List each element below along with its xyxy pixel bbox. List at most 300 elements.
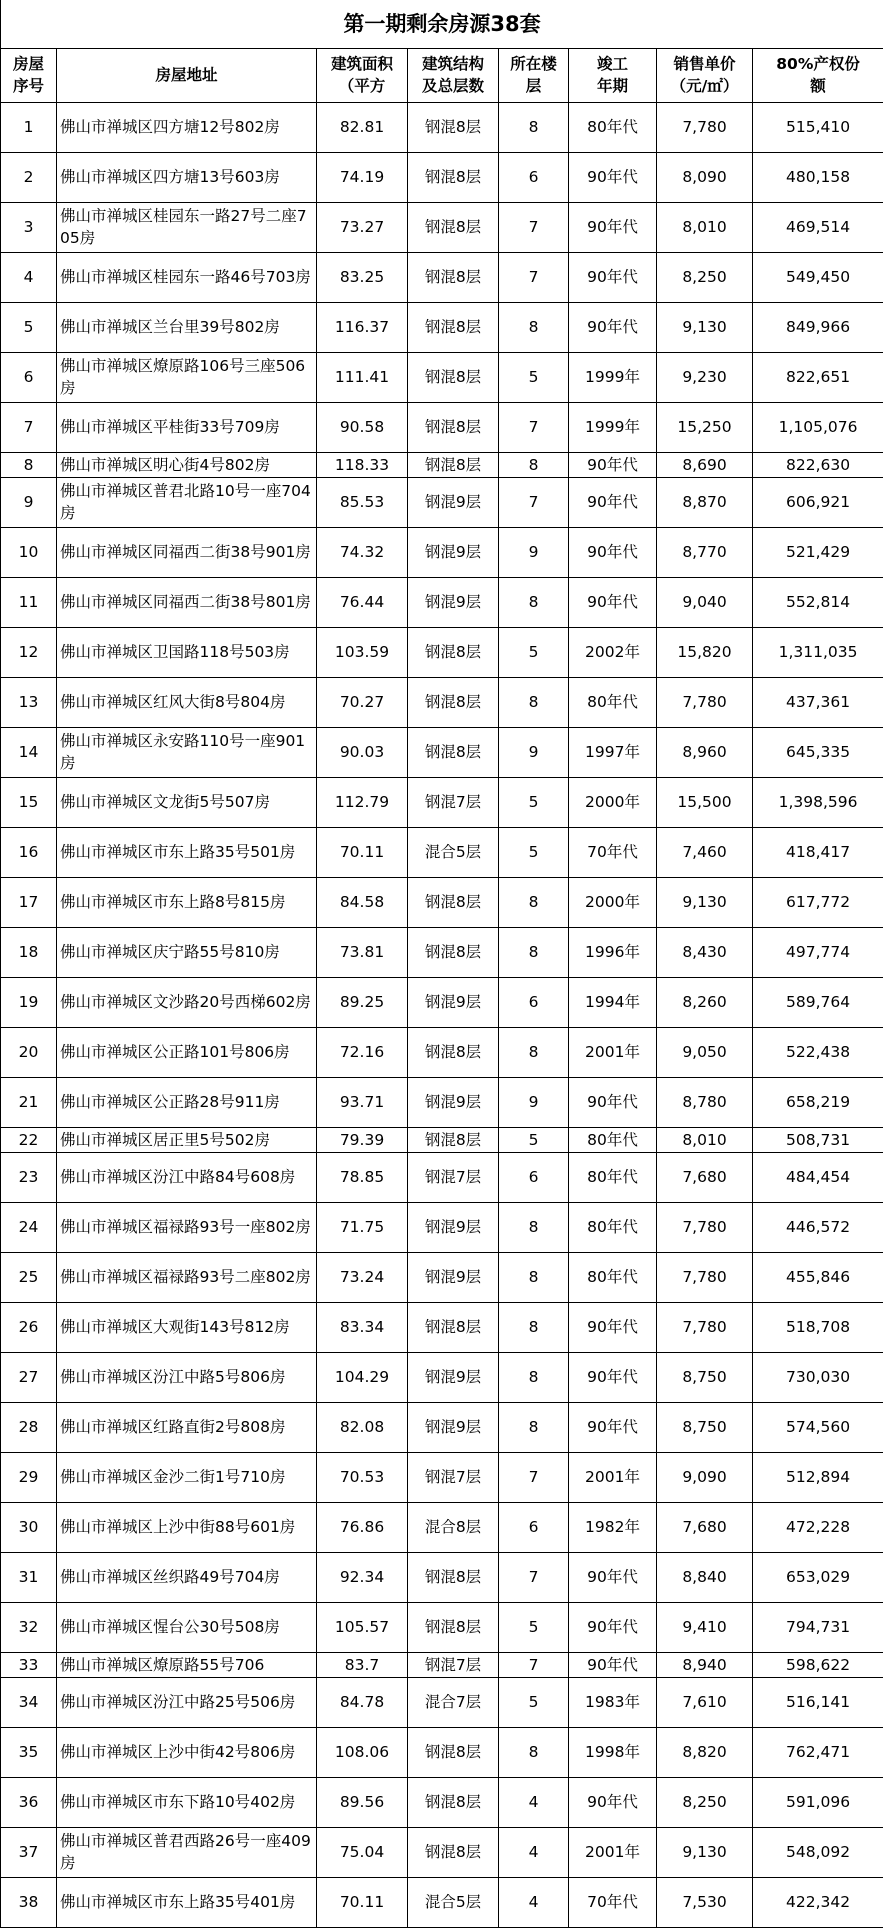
cell-address: 佛山市禅城区福禄路93号一座802房 [57,1202,317,1252]
table-row [1,1352,883,1402]
cell-address: 佛山市禅城区桂园东一路46号703房 [57,252,317,302]
cell-price: 8,010 [657,1127,753,1152]
cell-no: 36 [1,1777,57,1827]
cell-total: 645,335 [753,727,883,777]
cell-floor: 8 [499,1252,569,1302]
table-row [1,1877,883,1927]
cell-area: 70.27 [317,677,408,727]
table-row [1,527,883,577]
cell-price: 15,820 [657,627,753,677]
table-row [1,777,883,827]
cell-price: 7,610 [657,1677,753,1727]
cell-total: 658,219 [753,1077,883,1127]
cell-address: 佛山市禅城区居正里5号502房 [57,1127,317,1152]
cell-total: 606,921 [753,477,883,527]
cell-no: 27 [1,1352,57,1402]
cell-structure: 钢混8层 [408,1552,499,1602]
cell-year: 90年代 [569,1352,657,1402]
table-row [1,1027,883,1077]
cell-floor: 8 [499,1027,569,1077]
cell-structure: 钢混9层 [408,1252,499,1302]
cell-address: 佛山市禅城区市东下路10号402房 [57,1777,317,1827]
cell-price: 8,820 [657,1727,753,1777]
cell-area: 103.59 [317,627,408,677]
table-row [1,1552,883,1602]
cell-address: 佛山市禅城区红风大街8号804房 [57,677,317,727]
cell-area: 85.53 [317,477,408,527]
table-row [1,402,883,452]
cell-floor: 7 [499,252,569,302]
cell-total: 480,158 [753,152,883,202]
cell-year: 1999年 [569,352,657,402]
cell-total: 762,471 [753,1727,883,1777]
cell-address: 佛山市禅城区文沙路20号西梯602房 [57,977,317,1027]
cell-year: 1998年 [569,1727,657,1777]
cell-structure: 钢混8层 [408,302,499,352]
cell-year: 90年代 [569,1652,657,1677]
cell-price: 8,250 [657,252,753,302]
cell-structure: 钢混8层 [408,1302,499,1352]
cell-no: 20 [1,1027,57,1077]
cell-area: 70.11 [317,827,408,877]
table-row [1,1152,883,1202]
cell-total: 822,630 [753,452,883,477]
cell-total: 437,361 [753,677,883,727]
cell-no: 15 [1,777,57,827]
cell-address: 佛山市禅城区惺台公30号508房 [57,1602,317,1652]
cell-year: 90年代 [569,1077,657,1127]
cell-no: 1 [1,102,57,152]
table-row [1,1727,883,1777]
cell-year: 80年代 [569,1202,657,1252]
table-row [1,1502,883,1552]
cell-area: 73.24 [317,1252,408,1302]
header-year: 竣工 年期 [569,48,657,102]
cell-price: 8,250 [657,1777,753,1827]
cell-structure: 钢混8层 [408,252,499,302]
cell-floor: 8 [499,677,569,727]
cell-structure: 钢混7层 [408,777,499,827]
cell-structure: 钢混9层 [408,477,499,527]
cell-address: 佛山市禅城区汾江中路25号506房 [57,1677,317,1727]
cell-year: 2002年 [569,627,657,677]
cell-floor: 5 [499,777,569,827]
cell-area: 82.81 [317,102,408,152]
table-title: 第一期剩余房源38套 [1,0,883,48]
table-row [1,977,883,1027]
cell-year: 90年代 [569,527,657,577]
cell-floor: 8 [499,927,569,977]
cell-year: 70年代 [569,1877,657,1927]
cell-year: 2001年 [569,1452,657,1502]
cell-area: 108.06 [317,1727,408,1777]
table-row [1,927,883,977]
cell-price: 8,010 [657,202,753,252]
cell-year: 90年代 [569,477,657,527]
cell-price: 8,690 [657,452,753,477]
cell-year: 90年代 [569,302,657,352]
cell-area: 72.16 [317,1027,408,1077]
cell-price: 8,750 [657,1402,753,1452]
cell-year: 80年代 [569,1252,657,1302]
cell-floor: 8 [499,102,569,152]
cell-no: 25 [1,1252,57,1302]
cell-no: 11 [1,577,57,627]
cell-address: 佛山市禅城区普君北路10号一座704房 [57,477,317,527]
cell-floor: 6 [499,977,569,1027]
cell-year: 70年代 [569,827,657,877]
cell-total: 1,105,076 [753,402,883,452]
cell-address: 佛山市禅城区公正路101号806房 [57,1027,317,1077]
cell-structure: 钢混9层 [408,1202,499,1252]
cell-address: 佛山市禅城区平桂街33号709房 [57,402,317,452]
cell-structure: 钢混7层 [408,1452,499,1502]
cell-no: 19 [1,977,57,1027]
cell-floor: 8 [499,877,569,927]
header-area: 建筑面积 （平方 [317,48,408,102]
cell-floor: 8 [499,1727,569,1777]
cell-total: 822,651 [753,352,883,402]
cell-structure: 钢混8层 [408,627,499,677]
cell-price: 8,940 [657,1652,753,1677]
cell-no: 22 [1,1127,57,1152]
cell-structure: 混合8层 [408,1502,499,1552]
cell-year: 80年代 [569,677,657,727]
cell-total: 455,846 [753,1252,883,1302]
cell-price: 9,090 [657,1452,753,1502]
cell-total: 512,894 [753,1452,883,1502]
cell-floor: 4 [499,1877,569,1927]
cell-price: 8,260 [657,977,753,1027]
cell-area: 74.19 [317,152,408,202]
cell-price: 9,040 [657,577,753,627]
cell-no: 30 [1,1502,57,1552]
cell-area: 71.75 [317,1202,408,1252]
cell-area: 104.29 [317,1352,408,1402]
table-row [1,577,883,627]
cell-price: 9,130 [657,877,753,927]
cell-year: 1982年 [569,1502,657,1552]
cell-price: 9,050 [657,1027,753,1077]
table-row [1,352,883,402]
cell-no: 29 [1,1452,57,1502]
cell-price: 7,680 [657,1152,753,1202]
cell-area: 105.57 [317,1602,408,1652]
cell-price: 9,410 [657,1602,753,1652]
cell-floor: 6 [499,1152,569,1202]
cell-address: 佛山市禅城区汾江中路5号806房 [57,1352,317,1402]
table-row [1,1827,883,1877]
cell-price: 8,870 [657,477,753,527]
cell-area: 76.86 [317,1502,408,1552]
cell-area: 82.08 [317,1402,408,1452]
table-row [1,1452,883,1502]
cell-floor: 9 [499,527,569,577]
cell-address: 佛山市禅城区汾江中路84号608房 [57,1152,317,1202]
cell-floor: 6 [499,1502,569,1552]
cell-price: 8,430 [657,927,753,977]
cell-year: 90年代 [569,452,657,477]
cell-area: 73.27 [317,202,408,252]
cell-price: 15,500 [657,777,753,827]
cell-structure: 钢混8层 [408,1027,499,1077]
cell-floor: 9 [499,727,569,777]
cell-price: 8,960 [657,727,753,777]
cell-year: 90年代 [569,202,657,252]
cell-floor: 8 [499,302,569,352]
cell-total: 422,342 [753,1877,883,1927]
cell-total: 1,398,596 [753,777,883,827]
cell-floor: 7 [499,1652,569,1677]
table-row [1,1077,883,1127]
cell-floor: 7 [499,477,569,527]
cell-price: 8,090 [657,152,753,202]
cell-total: 472,228 [753,1502,883,1552]
cell-year: 2000年 [569,877,657,927]
cell-address: 佛山市禅城区同福西二街38号901房 [57,527,317,577]
cell-floor: 4 [499,1827,569,1877]
cell-structure: 钢混8层 [408,352,499,402]
table-row [1,1127,883,1152]
cell-address: 佛山市禅城区普君西路26号一座409房 [57,1827,317,1877]
cell-year: 1997年 [569,727,657,777]
cell-no: 6 [1,352,57,402]
cell-area: 116.37 [317,302,408,352]
cell-address: 佛山市禅城区桂园东一路27号二座705房 [57,202,317,252]
header-total: 80%产权份 额 [753,48,883,102]
cell-address: 佛山市禅城区金沙二街1号710房 [57,1452,317,1502]
cell-no: 16 [1,827,57,877]
table-row [1,452,883,477]
cell-address: 佛山市禅城区市东上路35号501房 [57,827,317,877]
cell-address: 佛山市禅城区文龙街5号507房 [57,777,317,827]
cell-area: 90.58 [317,402,408,452]
cell-total: 849,966 [753,302,883,352]
cell-year: 90年代 [569,1402,657,1452]
cell-structure: 钢混9层 [408,577,499,627]
cell-price: 7,530 [657,1877,753,1927]
table-row [1,252,883,302]
cell-year: 2001年 [569,1827,657,1877]
cell-total: 653,029 [753,1552,883,1602]
cell-no: 2 [1,152,57,202]
cell-area: 84.78 [317,1677,408,1727]
cell-area: 70.11 [317,1877,408,1927]
cell-area: 70.53 [317,1452,408,1502]
cell-floor: 8 [499,1352,569,1402]
cell-total: 522,438 [753,1027,883,1077]
cell-address: 佛山市禅城区公正路28号911房 [57,1077,317,1127]
cell-no: 13 [1,677,57,727]
cell-total: 1,311,035 [753,627,883,677]
table-row [1,877,883,927]
cell-price: 9,130 [657,1827,753,1877]
cell-total: 794,731 [753,1602,883,1652]
cell-year: 90年代 [569,577,657,627]
cell-address: 佛山市禅城区上沙中街42号806房 [57,1727,317,1777]
cell-price: 9,130 [657,302,753,352]
cell-address: 佛山市禅城区市东上路35号401房 [57,1877,317,1927]
cell-floor: 5 [499,352,569,402]
cell-area: 89.56 [317,1777,408,1827]
cell-address: 佛山市禅城区福禄路93号二座802房 [57,1252,317,1302]
cell-no: 34 [1,1677,57,1727]
cell-price: 7,680 [657,1502,753,1552]
cell-floor: 7 [499,1452,569,1502]
cell-total: 589,764 [753,977,883,1027]
cell-total: 548,092 [753,1827,883,1877]
table-row [1,1302,883,1352]
table-row [1,1202,883,1252]
cell-address: 佛山市禅城区燎原路106号三座506房 [57,352,317,402]
cell-total: 518,708 [753,1302,883,1352]
cell-price: 8,750 [657,1352,753,1402]
cell-floor: 5 [499,1127,569,1152]
cell-address: 佛山市禅城区上沙中街88号601房 [57,1502,317,1552]
table-row [1,1677,883,1727]
cell-area: 79.39 [317,1127,408,1152]
cell-address: 佛山市禅城区四方塘13号603房 [57,152,317,202]
cell-area: 83.34 [317,1302,408,1352]
cell-no: 28 [1,1402,57,1452]
cell-no: 5 [1,302,57,352]
cell-year: 90年代 [569,1602,657,1652]
header-no: 房屋 序号 [1,48,57,102]
cell-area: 74.32 [317,527,408,577]
cell-floor: 5 [499,827,569,877]
cell-address: 佛山市禅城区庆宁路55号810房 [57,927,317,977]
cell-total: 515,410 [753,102,883,152]
cell-structure: 钢混8层 [408,727,499,777]
table-row [1,477,883,527]
cell-price: 7,780 [657,1252,753,1302]
cell-structure: 钢混8层 [408,1827,499,1877]
table-row [1,302,883,352]
table-row [1,677,883,727]
cell-structure: 钢混8层 [408,677,499,727]
cell-no: 37 [1,1827,57,1877]
cell-no: 4 [1,252,57,302]
cell-floor: 8 [499,1402,569,1452]
header-price: 销售单价 （元/㎡） [657,48,753,102]
cell-total: 516,141 [753,1677,883,1727]
cell-floor: 7 [499,1552,569,1602]
cell-no: 35 [1,1727,57,1777]
cell-address: 佛山市禅城区大观街143号812房 [57,1302,317,1352]
cell-no: 8 [1,452,57,477]
header-structure: 建筑结构 及总层数 [408,48,499,102]
cell-area: 111.41 [317,352,408,402]
header-floor: 所在楼 层 [499,48,569,102]
cell-floor: 5 [499,1602,569,1652]
cell-structure: 混合5层 [408,827,499,877]
cell-floor: 8 [499,1302,569,1352]
cell-total: 598,622 [753,1652,883,1677]
cell-total: 469,514 [753,202,883,252]
cell-year: 90年代 [569,252,657,302]
cell-address: 佛山市禅城区同福西二街38号801房 [57,577,317,627]
cell-no: 3 [1,202,57,252]
cell-year: 1996年 [569,927,657,977]
cell-price: 8,840 [657,1552,753,1602]
cell-structure: 钢混8层 [408,452,499,477]
cell-total: 497,774 [753,927,883,977]
header-address: 房屋地址 [57,48,317,102]
cell-structure: 钢混8层 [408,1127,499,1152]
cell-structure: 钢混9层 [408,977,499,1027]
table-body [1,102,883,1927]
cell-floor: 7 [499,402,569,452]
cell-structure: 钢混7层 [408,1152,499,1202]
table-row [1,102,883,152]
cell-floor: 5 [499,627,569,677]
cell-year: 90年代 [569,1777,657,1827]
cell-structure: 钢混8层 [408,102,499,152]
table-row [1,1252,883,1302]
table-row [1,152,883,202]
table-row [1,202,883,252]
cell-total: 730,030 [753,1352,883,1402]
cell-total: 508,731 [753,1127,883,1152]
cell-year: 80年代 [569,1127,657,1152]
cell-floor: 8 [499,452,569,477]
cell-no: 18 [1,927,57,977]
cell-no: 10 [1,527,57,577]
table-row [1,1652,883,1677]
cell-structure: 钢混9层 [408,1352,499,1402]
cell-area: 83.7 [317,1652,408,1677]
cell-area: 76.44 [317,577,408,627]
cell-price: 8,770 [657,527,753,577]
cell-structure: 钢混8层 [408,1777,499,1827]
cell-total: 418,417 [753,827,883,877]
cell-no: 38 [1,1877,57,1927]
cell-total: 446,572 [753,1202,883,1252]
cell-structure: 钢混8层 [408,1727,499,1777]
cell-area: 89.25 [317,977,408,1027]
cell-no: 33 [1,1652,57,1677]
cell-area: 78.85 [317,1152,408,1202]
cell-structure: 钢混8层 [408,1602,499,1652]
cell-price: 7,780 [657,1202,753,1252]
cell-no: 32 [1,1602,57,1652]
cell-area: 73.81 [317,927,408,977]
cell-no: 31 [1,1552,57,1602]
cell-no: 23 [1,1152,57,1202]
cell-structure: 钢混9层 [408,527,499,577]
cell-area: 90.03 [317,727,408,777]
cell-year: 2000年 [569,777,657,827]
cell-structure: 钢混8层 [408,402,499,452]
cell-floor: 5 [499,1677,569,1727]
header-row [1,48,883,102]
cell-structure: 混合7层 [408,1677,499,1727]
cell-address: 佛山市禅城区红路直街2号808房 [57,1402,317,1452]
cell-year: 1999年 [569,402,657,452]
table-row [1,627,883,677]
cell-total: 617,772 [753,877,883,927]
cell-no: 21 [1,1077,57,1127]
cell-total: 549,450 [753,252,883,302]
cell-area: 92.34 [317,1552,408,1602]
cell-year: 90年代 [569,1302,657,1352]
cell-year: 1994年 [569,977,657,1027]
cell-no: 17 [1,877,57,927]
cell-no: 14 [1,727,57,777]
cell-total: 484,454 [753,1152,883,1202]
cell-floor: 7 [499,202,569,252]
cell-year: 80年代 [569,1152,657,1202]
